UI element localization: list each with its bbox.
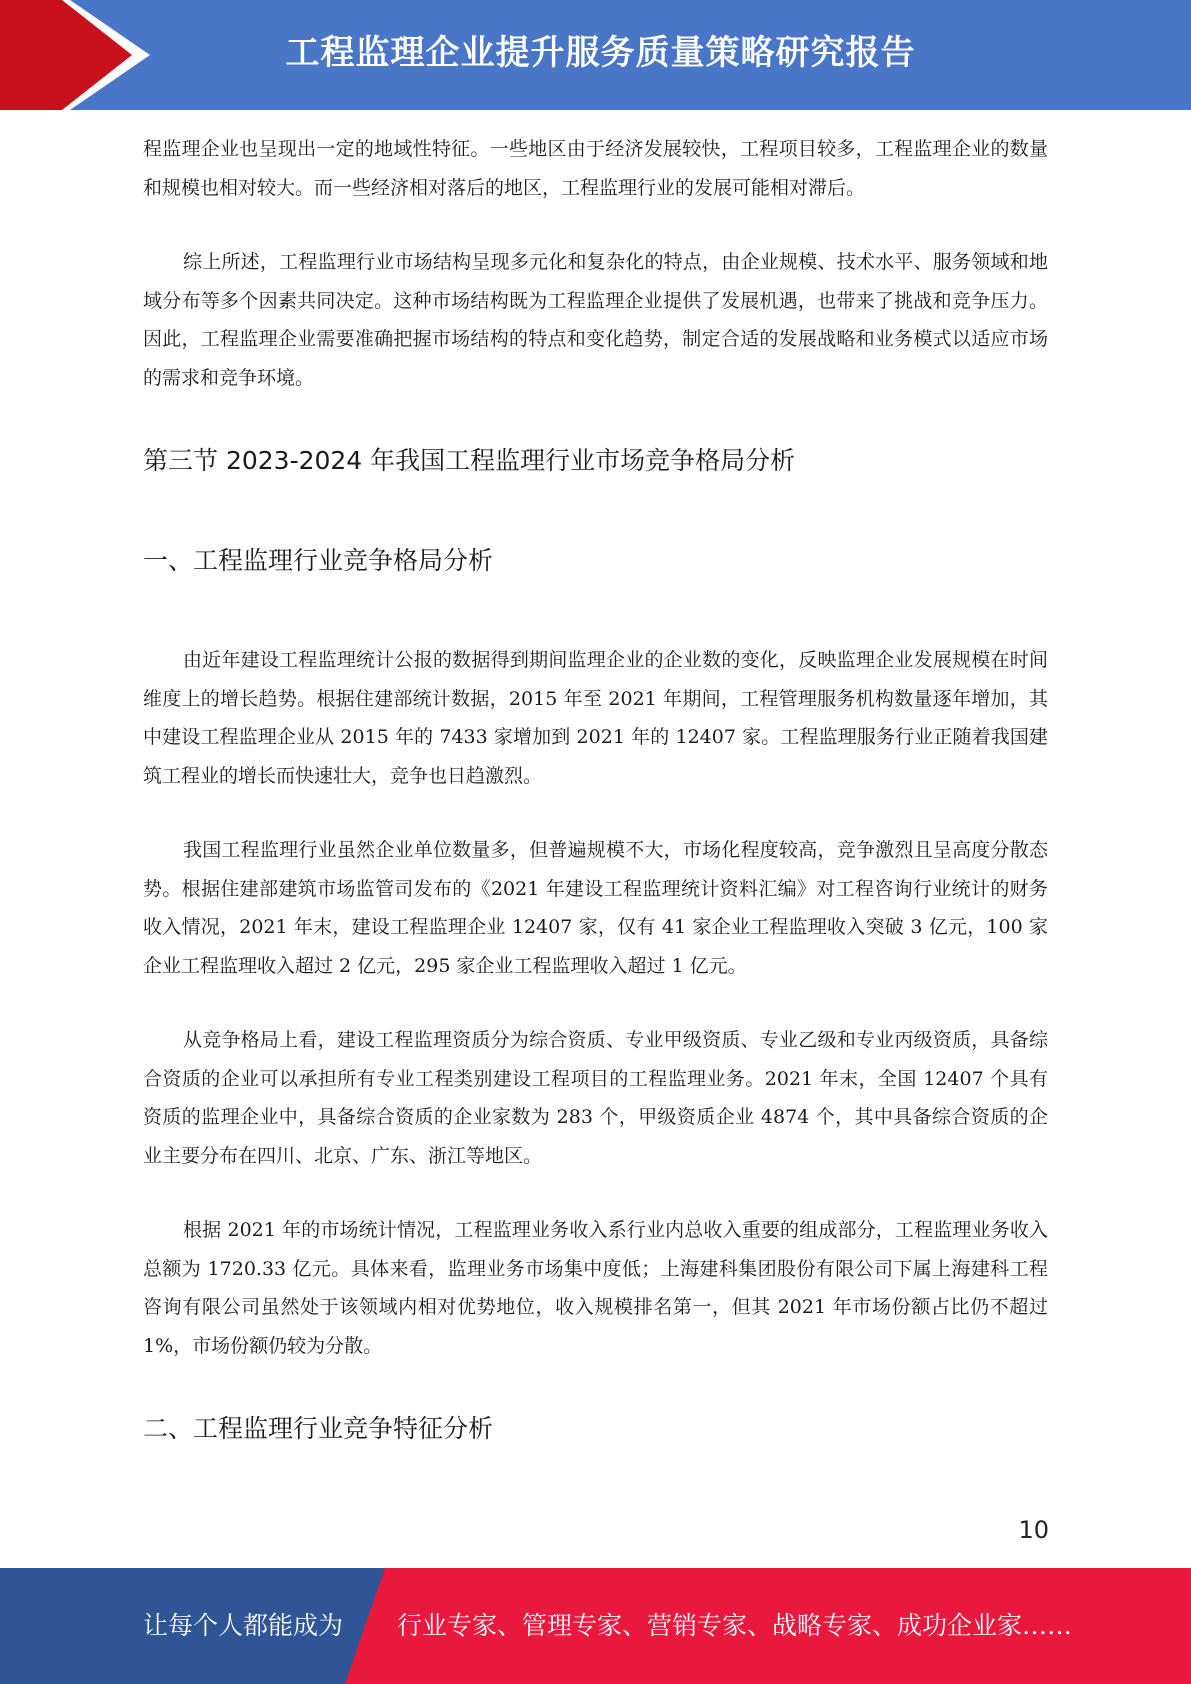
main-content: [143, 130, 1048, 1447]
paragraph-2: 综上所述，工程监理行业市场结构呈现多元化和复杂化的特点，由企业规模、技术水平、服务领域和地域分布等多个因素共同决定。这种市场结构既为工程监理企业提供了发展机遇，也带来了挑战和竞争压力。因此，工程监理企业需要准确把握市场结构的特点和变化趋势，制定合适的发展战略和业务模式以适应市场的需求和竞争环境。: [143, 251, 1048, 389]
subheading-1: 一、工程监理行业竞争格局分析: [143, 546, 494, 575]
header-banner: [0, 0, 1191, 110]
paragraph-4: 我国工程监理行业虽然企业单位数量多，但普遍规模不大，市场化程度较高，竞争激烈且呈高度分散态势。根据住建部建筑市场监管司发布的《2021 年建设工程监理统计资料汇编》对工程咨询行业统计的财务收入情况，2021 年末，建设工程监理企业 12407 家，仅有 41 家企业工程监理收入突破 3 亿元，100 家企业工程监理收入超过 2 亿元，295 家企业工程监理收入超过 1 亿元。: [143, 839, 1048, 977]
report-title: 工程监理企业提升服务质量策略研究报告: [285, 33, 916, 73]
page-number: 10: [1018, 1516, 1049, 1544]
footer-banner: [0, 1568, 1191, 1684]
paragraph-5: 从竞争格局上看，建设工程监理资质分为综合资质、专业甲级资质、专业乙级和专业丙级资质，具备综合资质的企业可以承担所有专业工程类别建设工程项目的工程监理业务。2021 年末，全国 12407 个具有资质的监理企业中，具备综合资质的企业家数为 283 个，甲级资质企业 4874 个，其中具备综合资质的企业主要分布在四川、北京、广东、浙江等地区。: [143, 1029, 1048, 1167]
header-arrow-decoration: [0, 0, 160, 110]
section-heading: 第三节 2023-2024 年我国工程监理行业市场竞争格局分析: [143, 446, 796, 475]
subheading-2: 二、工程监理行业竞争特征分析: [143, 1414, 494, 1443]
paragraph-6: 根据 2021 年的市场统计情况，工程监理业务收入系行业内总收入重要的组成部分，工程监理业务收入总额为 1720.33 亿元。具体来看，监理业务市场集中度低；上海建科集团股份有限公司下属上海建科工程咨询有限公司虽然处于该领域内相对优势地位，收入规模排名第一，但其 2021 年市场份额占比仍不超过 1%，市场份额仍较为分散。: [143, 1219, 1048, 1357]
paragraph-1: 程监理企业也呈现出一定的地域性特征。一些地区由于经济发展较快，工程项目较多，工程监理企业的数量和规模也相对较大。而一些经济相对落后的地区，工程监理行业的发展可能相对滞后。: [143, 138, 1048, 199]
paragraph-3: 由近年建设工程监理统计公报的数据得到期间监理企业的企业数的变化，反映监理企业发展规模在时间维度上的增长趋势。根据住建部统计数据，2015 年至 2021 年期间，工程管理服务机构数量逐年增加，其中建设工程监理企业从 2015 年的 7433 家增加到 2021 年的 12407 家。工程监理服务行业正随着我国建筑工程业的增长而快速壮大，竞争也日趋激烈。: [143, 649, 1048, 787]
footer-slogan-right: 行业专家、管理专家、营销专家、战略专家、成功企业家……: [397, 1611, 1073, 1640]
footer-slogan-left: 让每个人都能成为: [143, 1611, 344, 1640]
